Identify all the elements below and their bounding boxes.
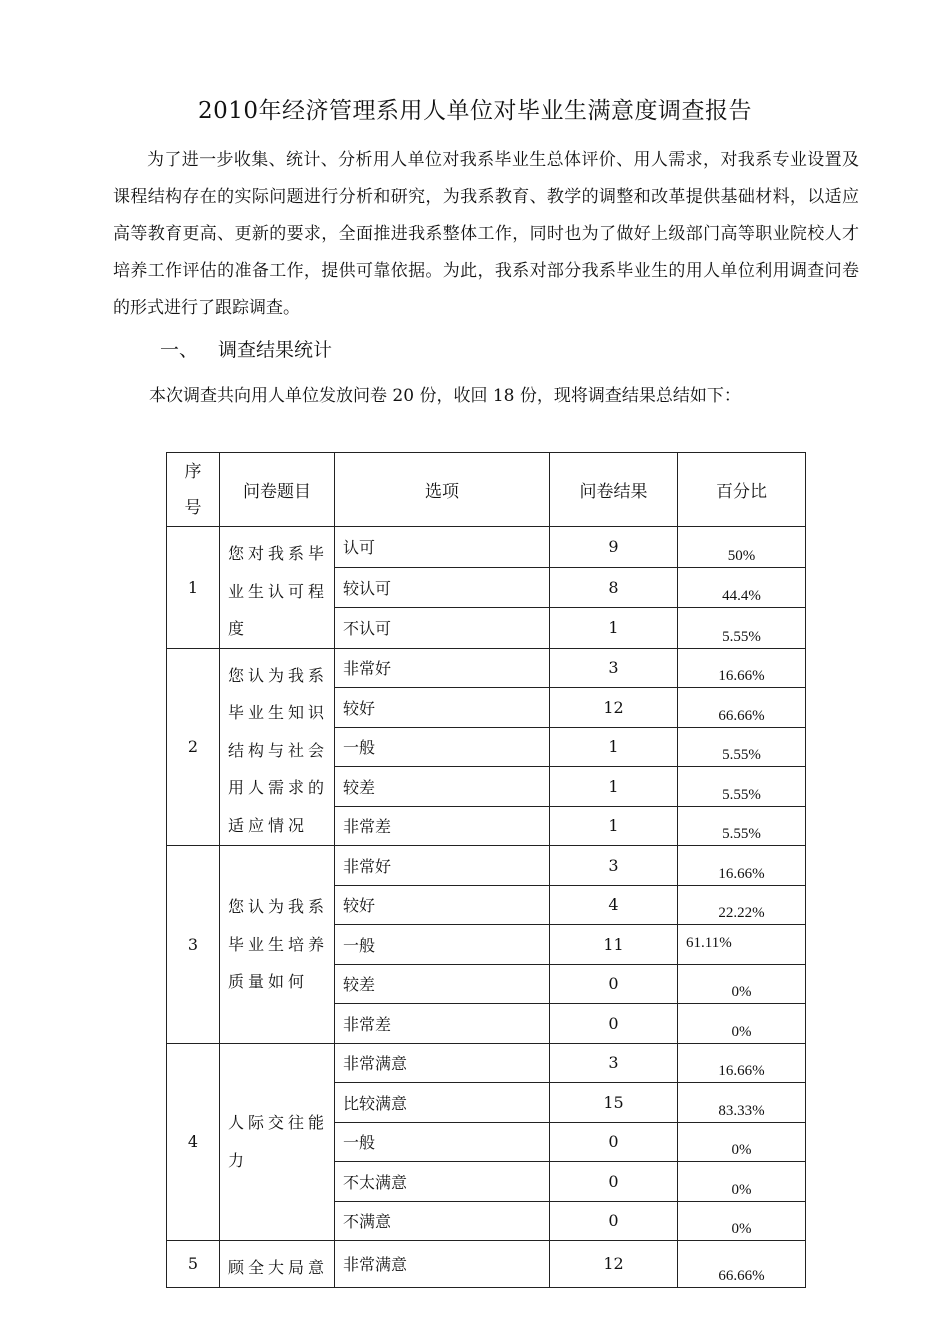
- question-text: 顾全大局意: [220, 1241, 335, 1288]
- option-label: 不认可: [335, 608, 550, 649]
- result-count: 3: [550, 846, 678, 886]
- percent-value: 5.55%: [678, 727, 806, 767]
- result-count: 15: [550, 1083, 678, 1123]
- option-label: 较差: [335, 767, 550, 807]
- result-count: 0: [550, 1004, 678, 1044]
- percent-value: 0%: [678, 1201, 806, 1241]
- header-option: 选项: [335, 453, 550, 527]
- question-number: 1: [167, 527, 220, 649]
- question-text: 您对我系毕业生认可程度: [220, 527, 335, 649]
- option-label: 较好: [335, 688, 550, 728]
- option-label: 一般: [335, 727, 550, 767]
- option-label: 较差: [335, 964, 550, 1004]
- option-label: 不满意: [335, 1201, 550, 1241]
- table-row: [167, 1043, 806, 1083]
- option-label: 非常好: [335, 648, 550, 688]
- percent-value: 5.55%: [678, 767, 806, 807]
- percent-value: 22.22%: [678, 885, 806, 925]
- result-count: 1: [550, 806, 678, 846]
- percent-value: 0%: [678, 964, 806, 1004]
- section-label: 调查结果统计: [218, 339, 333, 361]
- table-row: [167, 1241, 806, 1288]
- result-count: 4: [550, 885, 678, 925]
- table-row: [167, 527, 806, 568]
- result-count: 9: [550, 527, 678, 568]
- header-seq: [167, 453, 220, 527]
- percent-value: 61.11%: [678, 925, 806, 965]
- section-heading: [160, 335, 332, 362]
- header-seq-top: 序: [184, 461, 202, 482]
- percent-value: 50%: [678, 527, 806, 568]
- question-text: 您认为我系毕业生培养质量如何: [220, 846, 335, 1044]
- question-number: 2: [167, 648, 220, 846]
- percent-value: 5.55%: [678, 806, 806, 846]
- question-text: 人际交往能力: [220, 1043, 335, 1241]
- option-label: 非常满意: [335, 1241, 550, 1288]
- result-count: 0: [550, 1162, 678, 1202]
- option-label: 不太满意: [335, 1162, 550, 1202]
- result-count: 3: [550, 648, 678, 688]
- percent-value: 5.55%: [678, 608, 806, 649]
- question-text: 您认为我系毕业生知识结构与社会用人需求的适应情况: [220, 648, 335, 846]
- result-count: 12: [550, 688, 678, 728]
- table-header-row: [167, 453, 806, 527]
- percent-value: 0%: [678, 1004, 806, 1044]
- result-count: 0: [550, 964, 678, 1004]
- question-number: 3: [167, 846, 220, 1044]
- option-label: 认可: [335, 527, 550, 568]
- result-count: 0: [550, 1122, 678, 1162]
- option-label: 一般: [335, 925, 550, 965]
- question-number: 4: [167, 1043, 220, 1241]
- percent-value: 0%: [678, 1162, 806, 1202]
- header-seq-bottom: 号: [184, 497, 202, 518]
- option-label: 非常差: [335, 806, 550, 846]
- header-result: 问卷结果: [550, 453, 678, 527]
- result-count: 12: [550, 1241, 678, 1288]
- table-row: [167, 648, 806, 688]
- header-percent: 百分比: [678, 453, 806, 527]
- result-count: 1: [550, 608, 678, 649]
- result-count: 0: [550, 1201, 678, 1241]
- percent-value: 44.4%: [678, 567, 806, 608]
- percent-value: 16.66%: [678, 846, 806, 886]
- percent-value: 83.33%: [678, 1083, 806, 1123]
- summary-line: 本次调查共向用人单位发放问卷 20 份，收回 18 份，现将调查结果总结如下：: [149, 386, 741, 406]
- intro-paragraph: 为了进一步收集、统计、分析用人单位对我系毕业生总体评价、用人需求，对我系专业设置及课程结构存在的实际问题进行分析和研究，为我系教育、教学的调整和改革提供基础材料，以适应高等教育更高、更新的要求，全面推进我系整体工作，同时也为了做好上级部门高等职业院校人才培养工作评估的准备工作，提供可靠依据。为此，我系对部分我系毕业生的用人单位利用调查问卷的形式进行了跟踪调查。: [113, 150, 859, 318]
- option-label: 较好: [335, 885, 550, 925]
- result-count: 1: [550, 727, 678, 767]
- option-label: 非常满意: [335, 1043, 550, 1083]
- result-count: 8: [550, 567, 678, 608]
- percent-value: 0%: [678, 1122, 806, 1162]
- percent-value: 66.66%: [678, 1241, 806, 1288]
- option-label: 比较满意: [335, 1083, 550, 1123]
- header-question: 问卷题目: [220, 453, 335, 527]
- result-count: 3: [550, 1043, 678, 1083]
- section-number: 一、: [160, 339, 199, 361]
- result-count: 1: [550, 767, 678, 807]
- result-count: 11: [550, 925, 678, 965]
- option-label: 较认可: [335, 567, 550, 608]
- percent-value: 16.66%: [678, 648, 806, 688]
- survey-results-table: [166, 452, 806, 1288]
- option-label: 一般: [335, 1122, 550, 1162]
- report-title: 2010年经济管理系用人单位对毕业生满意度调查报告: [197, 98, 753, 124]
- question-number: 5: [167, 1241, 220, 1288]
- percent-value: 66.66%: [678, 688, 806, 728]
- percent-value: 16.66%: [678, 1043, 806, 1083]
- option-label: 非常差: [335, 1004, 550, 1044]
- option-label: 非常好: [335, 846, 550, 886]
- table-row: [167, 846, 806, 886]
